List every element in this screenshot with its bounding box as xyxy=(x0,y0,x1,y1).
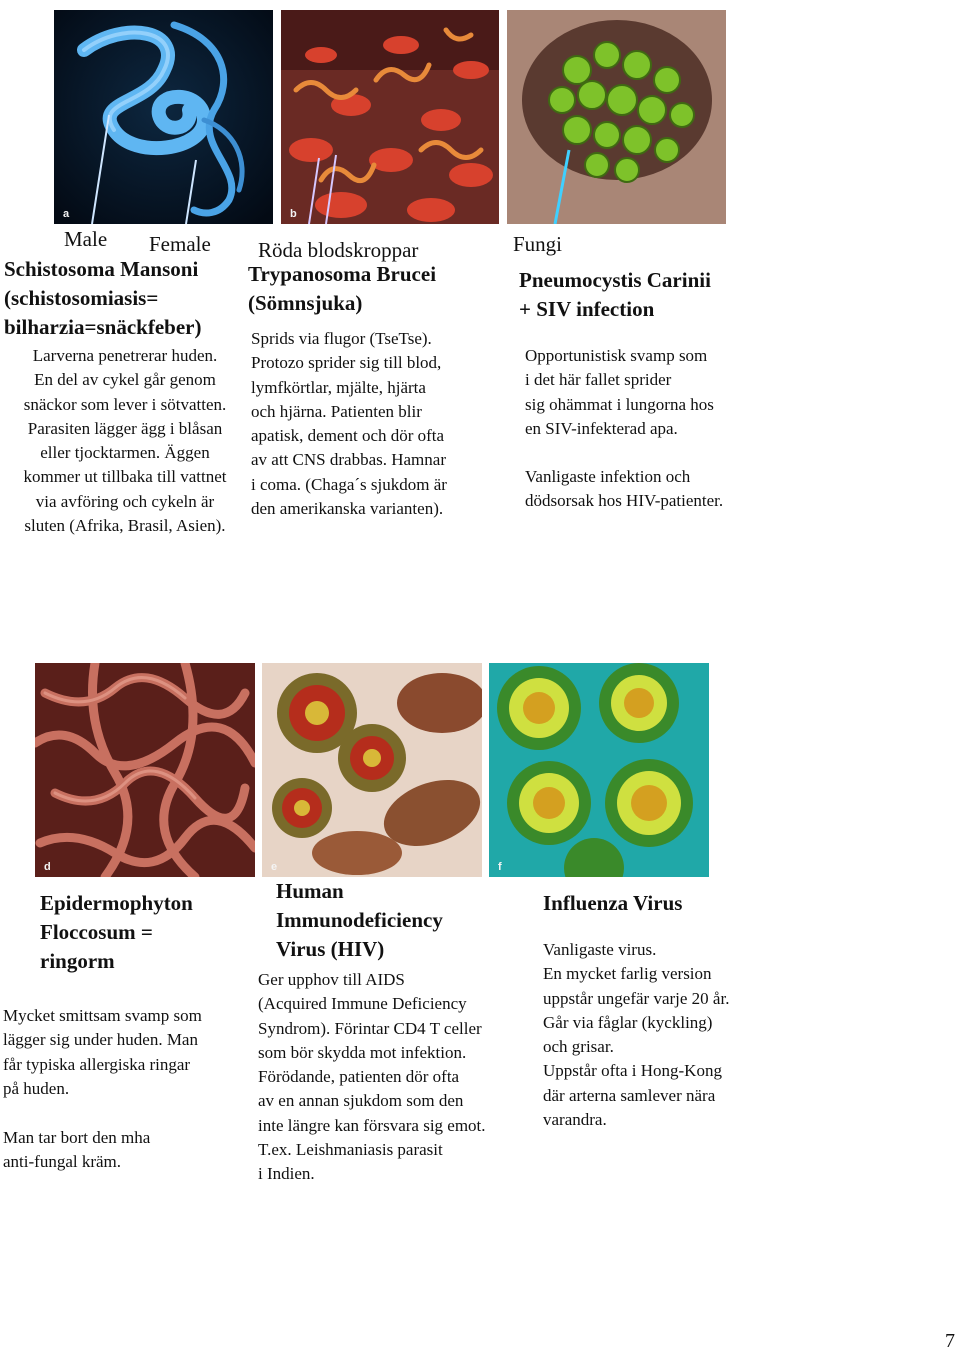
influenza-body: Vanligaste virus. En mycket farlig version uppstår ungefär varje 20 år. Går via fåglar (kyckling) och grisar. Uppstår ofta i Hong-Kong där arterna samlever nära varandra. xyxy=(543,940,730,1130)
epidermophyton-body-2: Man tar bort den mha anti-fungal kräm. xyxy=(3,1128,151,1172)
influenza-image xyxy=(489,663,709,877)
panel-letter-f: f xyxy=(498,861,502,873)
panel-letter-d: d xyxy=(44,861,51,873)
fungi-label: Fungi xyxy=(513,232,563,256)
hiv-body: Ger upphov till AIDS (Acquired Immune Deficiency Syndrom). Förintar CD4 T celler som bör skydda mot infektion. Förödande, patienten dör ofta av en annan sjukdom som den inte längre kan försvara sig emot. T.ex. Leishmaniasis parasit i Indien. xyxy=(258,970,486,1184)
schistosoma-body: Larverna penetrerar huden. En del av cykel går genom snäckor som lever i sötvatten. Parasiten lägger ägg i blåsan eller tjocktarmen. Äggen kommer ut tillbaka till vattnet via avföring och cykeln är sluten (Afrika, Brasil, Asien). xyxy=(23,346,227,536)
trypanosoma-body: Sprids via flugor (TseTse). Protozo sprider sig till blod, lymfkörtlar, mjälte, hjärta och hjärna. Patienten blir apatisk, dement och dör ofta av att CNS drabbas. Hamnar i coma. (Chaga´s sjukdom är den amerikanska varianten). xyxy=(251,329,447,519)
hiv-title: Human Immunodeficiency Virus (HIV) xyxy=(276,879,443,961)
trypanosoma-image xyxy=(281,10,499,224)
hiv-image xyxy=(262,663,482,877)
schistosoma-image xyxy=(54,10,273,224)
female-label: Female xyxy=(149,232,211,256)
epidermophyton-title: Epidermophyton Floccosum = ringorm xyxy=(40,891,193,973)
pneumocystis-image xyxy=(507,10,726,224)
male-label: Male xyxy=(64,227,108,251)
red-blood-cells-label: Röda blodskroppar xyxy=(258,238,419,262)
panel-letter-e: e xyxy=(271,861,278,873)
influenza-title: Influenza Virus xyxy=(543,891,683,915)
epidermophyton-body-1: Mycket smittsam svamp som lägger sig under huden. Man får typiska allergiska ringar på huden. xyxy=(3,1006,202,1098)
panel-letter-a: a xyxy=(63,208,70,220)
page-number: 7 xyxy=(945,1330,955,1352)
pneumocystis-title: Pneumocystis Carinii + SIV infection xyxy=(519,268,711,321)
pneumocystis-body-2: Vanligaste infektion och dödsorsak hos HIV-patienter. xyxy=(525,467,724,511)
panel-letter-b: b xyxy=(290,208,297,220)
pneumocystis-body-1: Opportunistisk svamp som i det här fallet sprider sig ohämmat i lungorna hos en SIV-infekterad apa. xyxy=(525,346,714,438)
epidermophyton-image xyxy=(35,663,255,877)
schistosoma-title: Schistosoma Mansoni (schistosomiasis= bilharzia=snäckfeber) xyxy=(4,257,202,339)
trypanosoma-title: Trypanosoma Brucei (Sömnsjuka) xyxy=(248,262,437,315)
